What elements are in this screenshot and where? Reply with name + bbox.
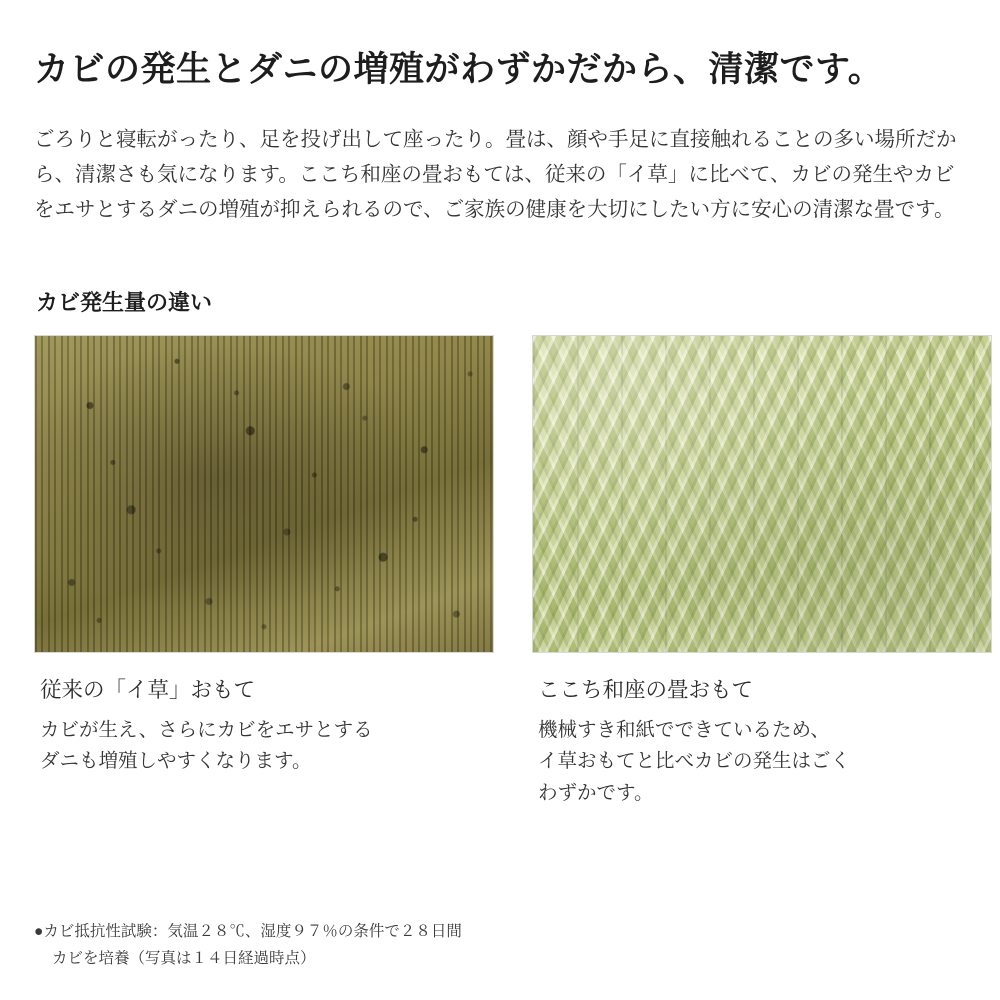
caption-title-igusa: 従来の「イ草」おもて [40, 677, 256, 702]
photo-washi-tatami [532, 335, 992, 653]
caption-line: ダニも増殖しやすくなります。 [40, 750, 312, 773]
caption-line: わずかです。 [538, 781, 654, 804]
comparison-item-kokochiwaza [532, 335, 992, 810]
page-title: カビの発生とダニの増殖がわずかだから、清潔です。 [34, 50, 884, 89]
comparison-row [34, 335, 966, 810]
footnote-line-2: カビを培養（写真は１４日経過時点） [52, 949, 316, 967]
caption-body-igusa [40, 715, 494, 778]
footnote-line-1: ●カビ抵抗性試験：気温２８℃、湿度９７％の条件で２８日間 [34, 923, 462, 941]
footnote [34, 919, 462, 972]
caption-title-kokochiwaza: ここち和座の畳おもて [538, 677, 754, 702]
lead-paragraph: ごろりと寝転がったり、足を投げ出して座ったり。畳は、顔や手足に直接触れることの多い場所だから、清潔さも気になります。ここち和座の畳おもては、従来の「イ草」に比べて、カビの発生やカビをエサとするダニの増殖が抑えられるので、ご家族の健康を大切にしたい方に安心の清潔な畳です。 [34, 127, 957, 222]
caption-line: 機械すき和紙でできているため、 [538, 718, 830, 741]
comparison-item-igusa [34, 335, 494, 810]
photo-igusa-mold [34, 335, 494, 653]
caption-line: カビが生え、さらにカビをエサとする [40, 718, 373, 741]
section-title: カビ発生量の違い [36, 289, 213, 315]
caption-line: イ草おもてと比べカビの発生はごく [538, 750, 851, 773]
caption-body-kokochiwaza [538, 715, 992, 810]
